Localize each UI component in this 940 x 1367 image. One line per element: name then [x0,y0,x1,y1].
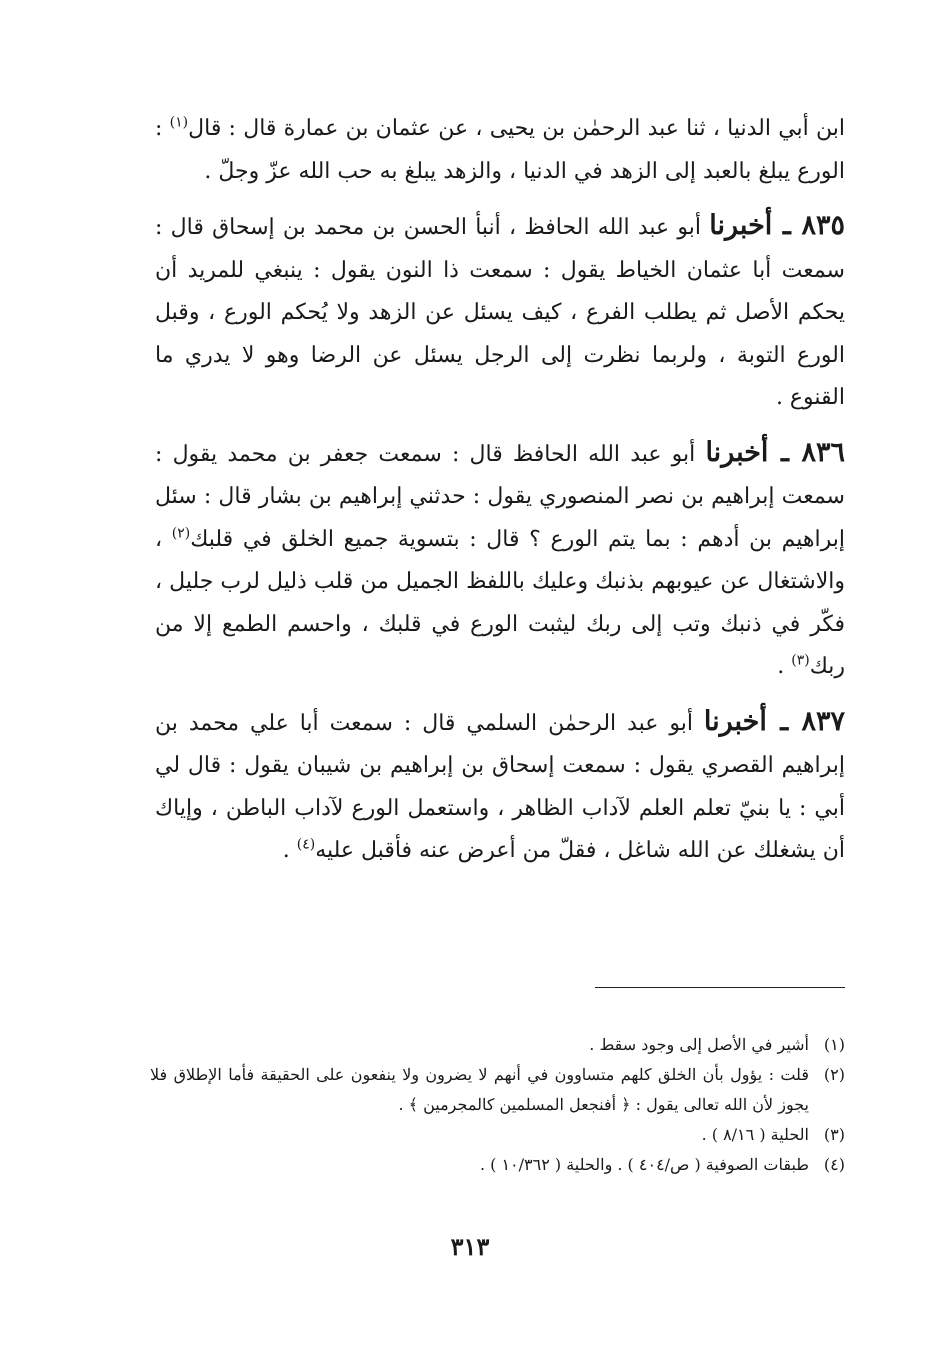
footnote-number: (٤) [823,1155,845,1174]
footnote-3 [150,1120,845,1150]
narration-separator: ـ [768,436,802,468]
narration-number: ٨٣٧ [801,705,845,737]
narration-separator: ـ [766,705,802,737]
main-text [155,108,845,873]
footnote-reference[interactable]: (١) [169,114,189,131]
footnote-reference[interactable]: (٣) [791,652,810,669]
narration-837 [155,701,845,873]
footnote-text: أشير في الأصل إلى وجود سقط . [589,1035,809,1054]
narration-lead-word: أخبرنا [705,436,769,468]
narration-lead-word: أخبرنا [709,210,773,241]
paragraph-text: ابن أبي الدنيا ، ثنا عبد الرحمٰن بن يحيى ، عن عثمان بن عمارة قال : قال [188,116,845,141]
footnote-separator-line [595,987,845,988]
footnote-2 [150,1060,845,1120]
narration-836 [155,432,845,689]
paragraph-text: أبو عبد الرحمٰن السلمي قال : سمعت أبا علي محمد بن إبراهيم القصري يقول : سمعت إسحاق بن إبراهيم بن شيبان يقول : قال لي أبي : يا بنيّ تعلم العلم لآداب الظاهر ، واستعمل الورع لآداب الباطن ، وإياك أن يشغلك عن الله شاغل ، فقلّ من أعرض عنه فأقبل عليه [155,710,845,863]
footnote-number: (١) [823,1035,845,1054]
footnote-number: (٣) [823,1125,845,1144]
footnote-reference[interactable]: (٢) [171,525,191,542]
footnote-4 [150,1150,845,1180]
paragraph-text-tail: : الورع يبلغ بالعبد إلى الزهد في الدنيا ، والزهد يبلغ به حب الله عزّ وجلّ . [155,116,845,184]
paragraph-text-tail: . [282,838,297,863]
footnote-1 [150,1030,845,1060]
paragraph-text: أبو عبد الله الحافظ قال : سمعت جعفر بن محمد يقول : سمعت إبراهيم بن نصر المنصوري يقول : حدثني إبراهيم بن بشار قال : سئل إبراهيم بن أدهم : بما يتم الورع ؟ قال : بتسوية جميع الخلق في قلبك [155,441,846,552]
narration-835 [155,205,845,420]
footnote-number: (٢) [823,1065,845,1084]
page-number: ٣١٣ [450,1232,490,1261]
paragraph-text-tail: . [777,654,792,679]
narration-separator: ـ [772,210,802,241]
paragraph-text: أبو عبد الله الحافظ ، أنبأ الحسن بن محمد بن إسحاق قال : سمعت أبا عثمان الخياط يقول : سمعت ذا النون يقول : ينبغي للمريد أن يحكم الأصل ثم يطلب الفرع ، كيف يسئل عن الزهد ولا يُحكم الورع ، وقبل الورع التوبة ، ولربما نظرت إلى الرجل يسئل عن الرضا وهو لا يدري ما القنوع . [155,215,845,410]
footnote-text: الحلية ( ٨/١٦ ) . [701,1125,809,1144]
footnote-reference[interactable]: (٤) [296,836,316,853]
paragraph-text-2: ، والاشتغال عن عيوبهم بذنبك وعليك باللفظ الجميل من قلب ذليل لرب جليل ، فكّر في ذنبك وتب إلى ربك ليثبت الورع في قلبك ، واحسم الطمع إلا من ربك [155,526,845,679]
footnote-text: قلت : يؤول بأن الخلق كلهم متساوون في أنهم لا يضرون ولا ينفعون على الحقيقة فأما الإطلاق فلا يجوز لأن الله تعالى يقول : ﴿ أفنجعل المسلمين كالمجرمين ﴾ . [150,1065,809,1114]
narration-lead-word: أخبرنا [703,705,767,737]
paragraph-continuation [155,108,845,193]
narration-number: ٨٣٦ [801,436,845,468]
footnote-text: طبقات الصوفية ( ص/٤٠٤ ) . والحلية ( ١٠/٣٦٢ ) . [479,1155,809,1174]
footnotes [150,1030,845,1180]
narration-number: ٨٣٥ [801,210,845,241]
